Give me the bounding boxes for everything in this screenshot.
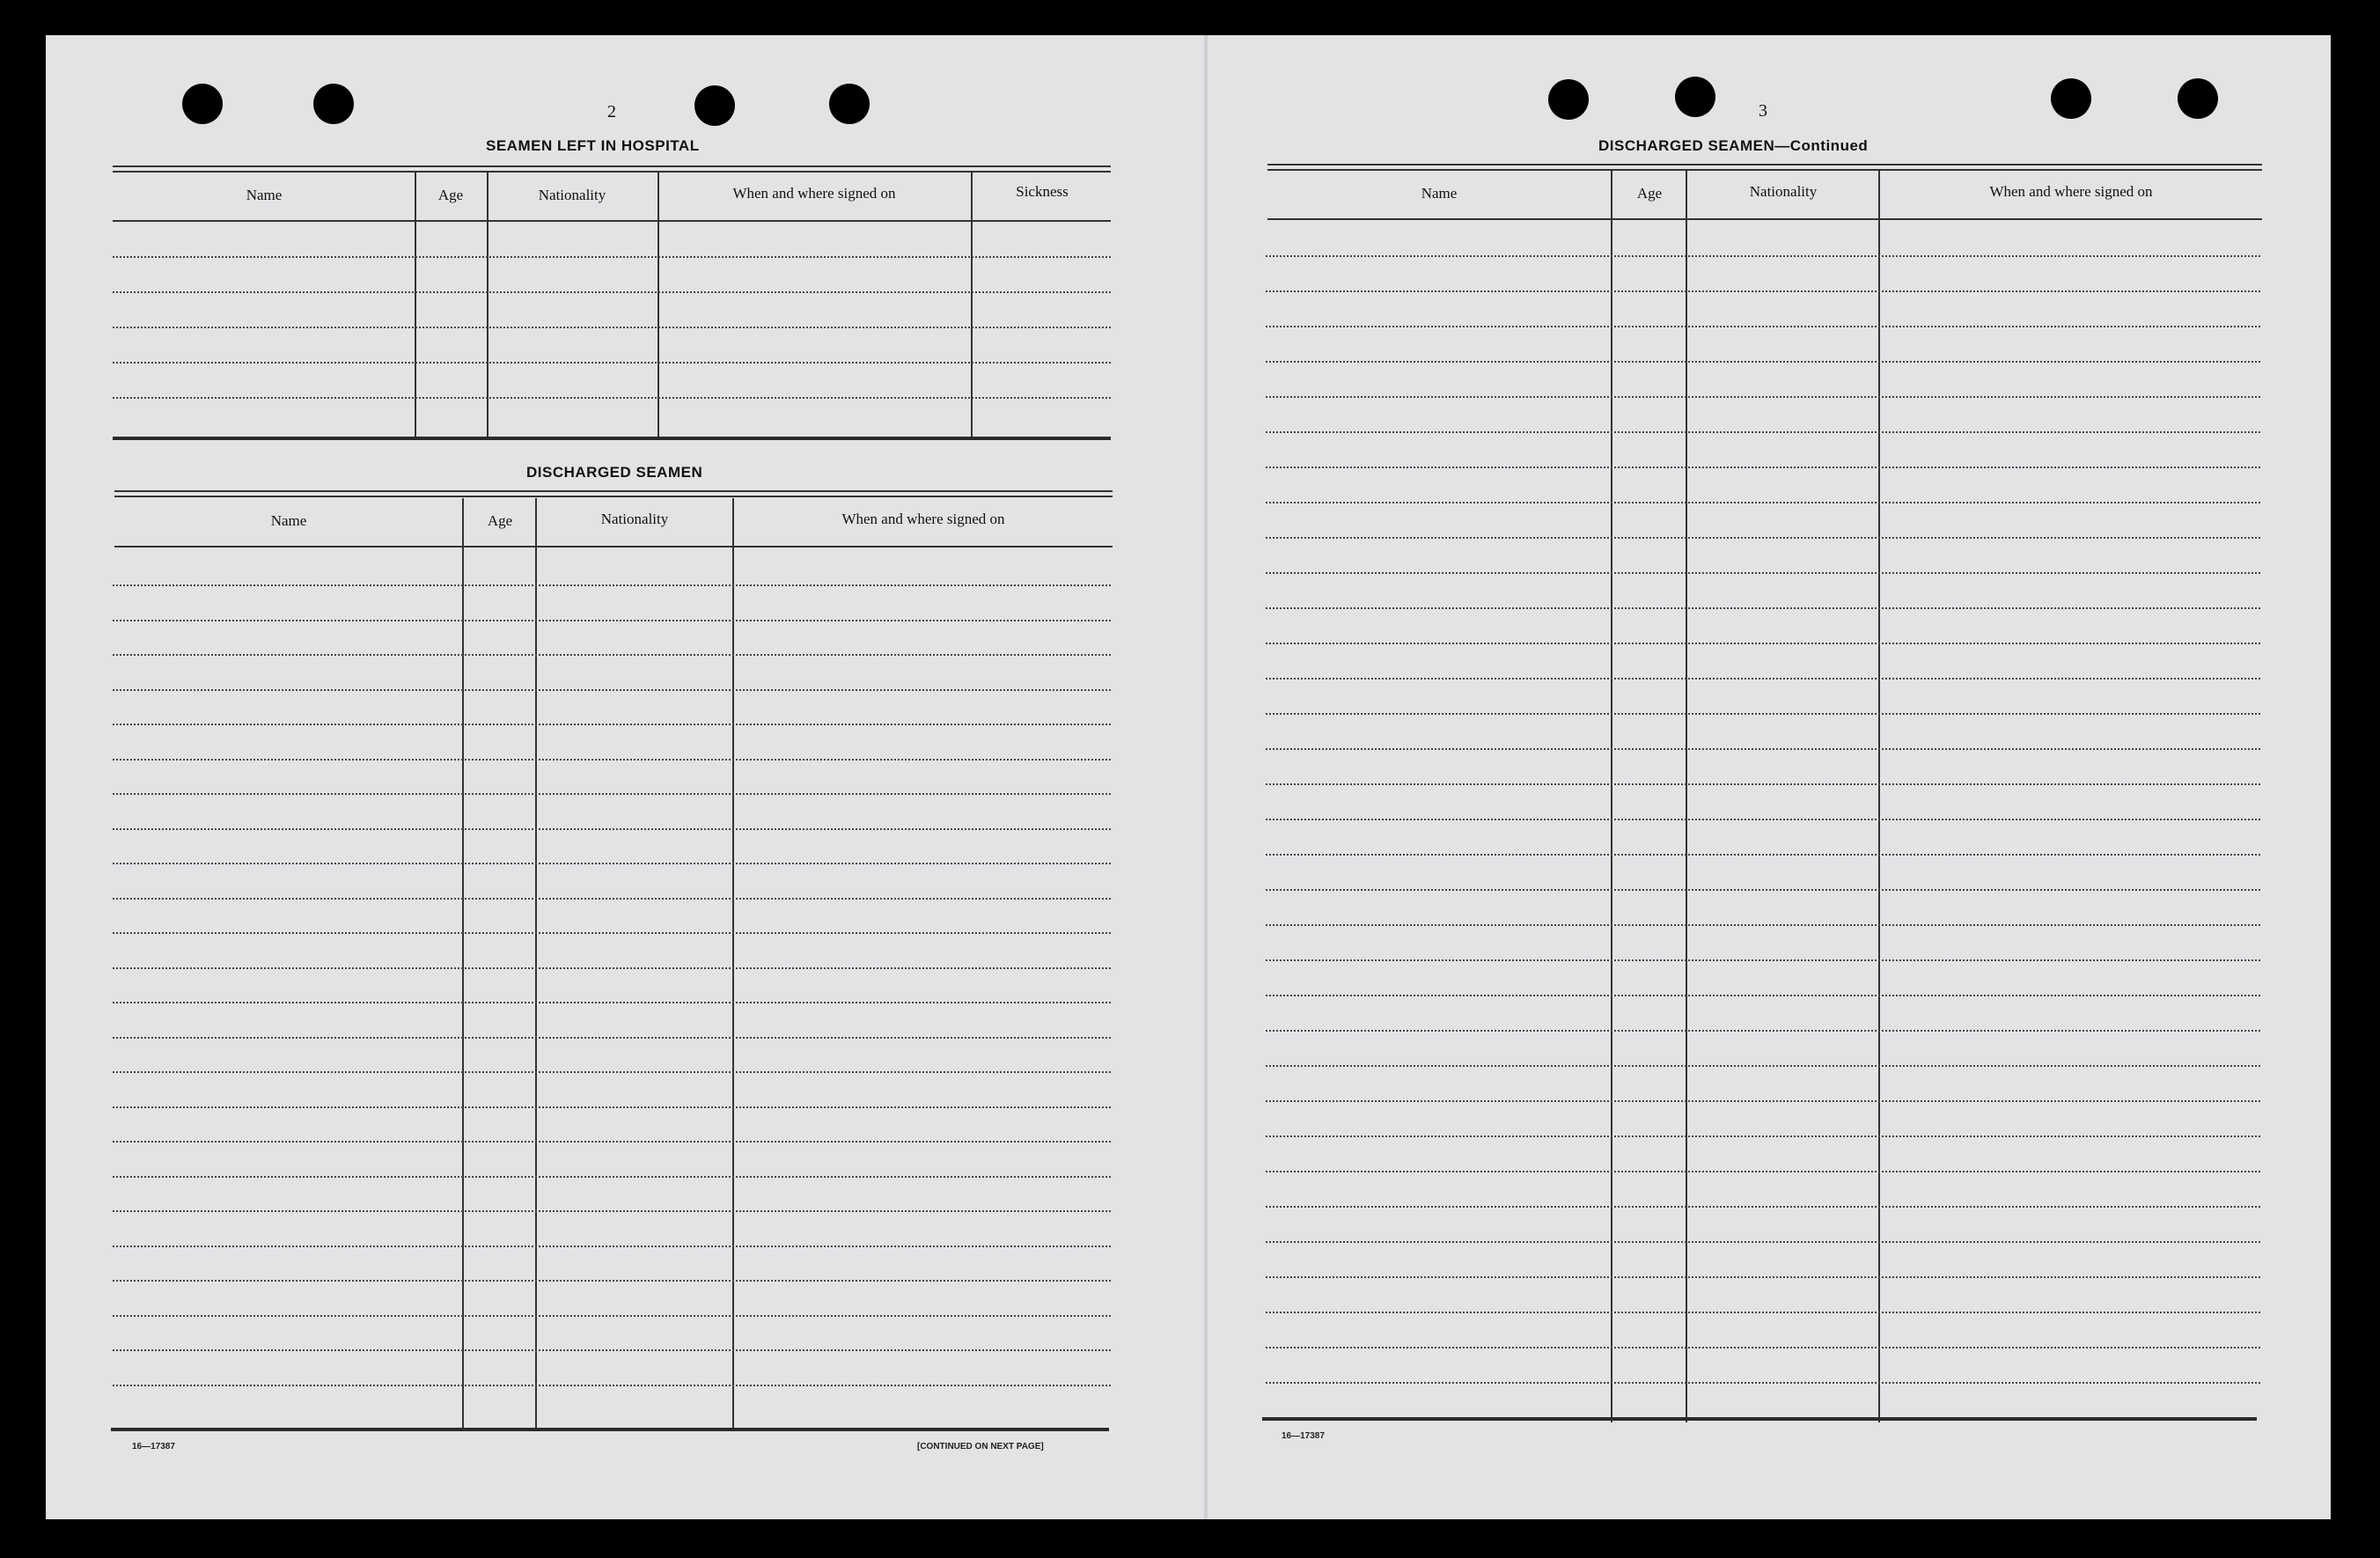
table-row-line <box>113 1106 1111 1108</box>
table-row-line <box>113 584 1111 586</box>
right-table-top-rule <box>1267 164 2262 165</box>
discharged-table-top-rule <box>114 496 1113 497</box>
right-form-number: 16—17387 <box>1282 1431 1325 1441</box>
table-row-line <box>113 1037 1111 1039</box>
right-col-name: Name <box>1421 185 1458 202</box>
punch-hole <box>829 84 870 124</box>
hospital-row-line <box>113 327 1111 328</box>
table-row-line <box>1266 467 2260 468</box>
hospital-row-line <box>113 256 1111 258</box>
hospital-col-name: Name <box>246 187 283 203</box>
right-col-divider <box>1686 171 1687 1422</box>
right-col-signed-on: When and where signed on <box>1989 183 2153 200</box>
table-row-line <box>113 1176 1111 1178</box>
table-row-line <box>1266 1382 2260 1384</box>
table-row-line <box>1266 783 2260 785</box>
table-row-line <box>113 654 1111 656</box>
table-row-line <box>113 1280 1111 1282</box>
table-row-line <box>1266 396 2260 398</box>
right-col-divider <box>1878 171 1880 1422</box>
hospital-table-bottom-rule <box>113 437 1111 440</box>
punch-hole <box>182 84 223 124</box>
table-row-line <box>1266 713 2260 715</box>
continued-note: [CONTINUED ON NEXT PAGE] <box>917 1442 1044 1451</box>
punch-hole <box>2051 78 2091 119</box>
table-row-line <box>1266 995 2260 996</box>
discharged-col-divider <box>535 498 537 1431</box>
table-row-line <box>1266 959 2260 961</box>
table-row-line <box>113 1141 1111 1143</box>
table-row-line <box>1266 889 2260 891</box>
left-form-number: 16—17387 <box>132 1442 175 1451</box>
hospital-header-rule <box>113 220 1111 222</box>
discharged-table-bottom-rule <box>111 1428 1109 1431</box>
table-row-line <box>1266 1065 2260 1067</box>
table-row-line <box>1266 678 2260 680</box>
table-row-line <box>113 689 1111 691</box>
table-row-line <box>113 620 1111 621</box>
discharged-section-title: DISCHARGED SEAMEN <box>526 464 703 481</box>
table-row-line <box>113 759 1111 761</box>
table-row-line <box>1266 1100 2260 1102</box>
discharged-col-age: Age <box>487 512 513 529</box>
right-col-nationality: Nationality <box>1749 183 1818 200</box>
page-gutter <box>1204 35 1208 1519</box>
table-row-line <box>1266 1241 2260 1243</box>
discharged-continued-title <box>1598 137 1868 155</box>
hospital-table-top-rule <box>113 165 1111 167</box>
table-row-line <box>113 1246 1111 1247</box>
table-row-line <box>1266 748 2260 750</box>
right-col-age: Age <box>1636 185 1663 202</box>
discharged-col-divider <box>462 498 464 1431</box>
table-row-line <box>1266 326 2260 327</box>
hospital-col-nationality: Nationality <box>538 187 606 203</box>
table-row-line <box>1266 361 2260 363</box>
table-row-line <box>1266 502 2260 503</box>
right-col-divider <box>1611 171 1612 1422</box>
table-row-line <box>113 724 1111 725</box>
table-row-line <box>1266 290 2260 292</box>
table-row-line <box>1266 1347 2260 1349</box>
discharged-header-rule <box>114 546 1113 548</box>
right-table-top-rule <box>1267 169 2262 171</box>
table-row-line <box>1266 1171 2260 1172</box>
table-row-line <box>1266 1030 2260 1032</box>
discharged-continued-title-main: DISCHARGED SEAMEN <box>1598 137 1775 154</box>
table-row-line <box>113 1349 1111 1351</box>
punch-hole <box>2178 78 2218 119</box>
hospital-table-top-rule <box>113 171 1111 173</box>
hospital-col-sickness: Sickness <box>1016 183 1069 200</box>
right-header-rule <box>1267 218 2262 220</box>
continued-suffix: —Continued <box>1774 137 1869 154</box>
table-row-line <box>113 1002 1111 1003</box>
table-row-line <box>113 967 1111 969</box>
table-row-line <box>113 898 1111 900</box>
table-row-line <box>1266 255 2260 257</box>
table-row-line <box>1266 431 2260 433</box>
table-row-line <box>113 1071 1111 1073</box>
table-row-line <box>1266 537 2260 539</box>
hospital-row-line <box>113 362 1111 364</box>
hospital-row-line <box>113 397 1111 399</box>
table-row-line <box>1266 572 2260 574</box>
table-row-line <box>1266 924 2260 926</box>
table-row-line <box>1266 1206 2260 1208</box>
discharged-col-nationality: Nationality <box>600 511 669 527</box>
table-row-line <box>113 1315 1111 1317</box>
table-row-line <box>113 828 1111 830</box>
table-row-line <box>1266 643 2260 644</box>
punch-hole <box>694 85 735 126</box>
right-table-bottom-rule <box>1262 1417 2257 1421</box>
hospital-section-title: SEAMEN LEFT IN HOSPITAL <box>486 137 700 154</box>
table-row-line <box>1266 607 2260 609</box>
table-row-line <box>113 1385 1111 1386</box>
table-row-line <box>113 863 1111 864</box>
left-page-number: 2 <box>607 102 616 121</box>
hospital-row-line <box>113 291 1111 293</box>
discharged-col-signed-on: When and where signed on <box>841 511 1005 527</box>
table-row-line <box>113 793 1111 795</box>
discharged-table-top-rule <box>114 490 1113 492</box>
table-row-line <box>1266 854 2260 856</box>
hospital-col-age: Age <box>437 187 464 203</box>
table-row-line <box>113 932 1111 934</box>
table-row-line <box>1266 1312 2260 1313</box>
table-row-line <box>1266 819 2260 820</box>
table-row-line <box>113 1210 1111 1212</box>
discharged-col-divider <box>732 498 734 1431</box>
punch-hole <box>1548 79 1589 120</box>
table-row-line <box>1266 1276 2260 1278</box>
punch-hole <box>1675 77 1715 117</box>
discharged-col-name: Name <box>270 512 307 529</box>
hospital-col-signed-on: When and where signed on <box>732 185 896 202</box>
table-row-line <box>1266 1135 2260 1137</box>
right-page-number: 3 <box>1759 101 1767 121</box>
punch-hole <box>313 84 354 124</box>
